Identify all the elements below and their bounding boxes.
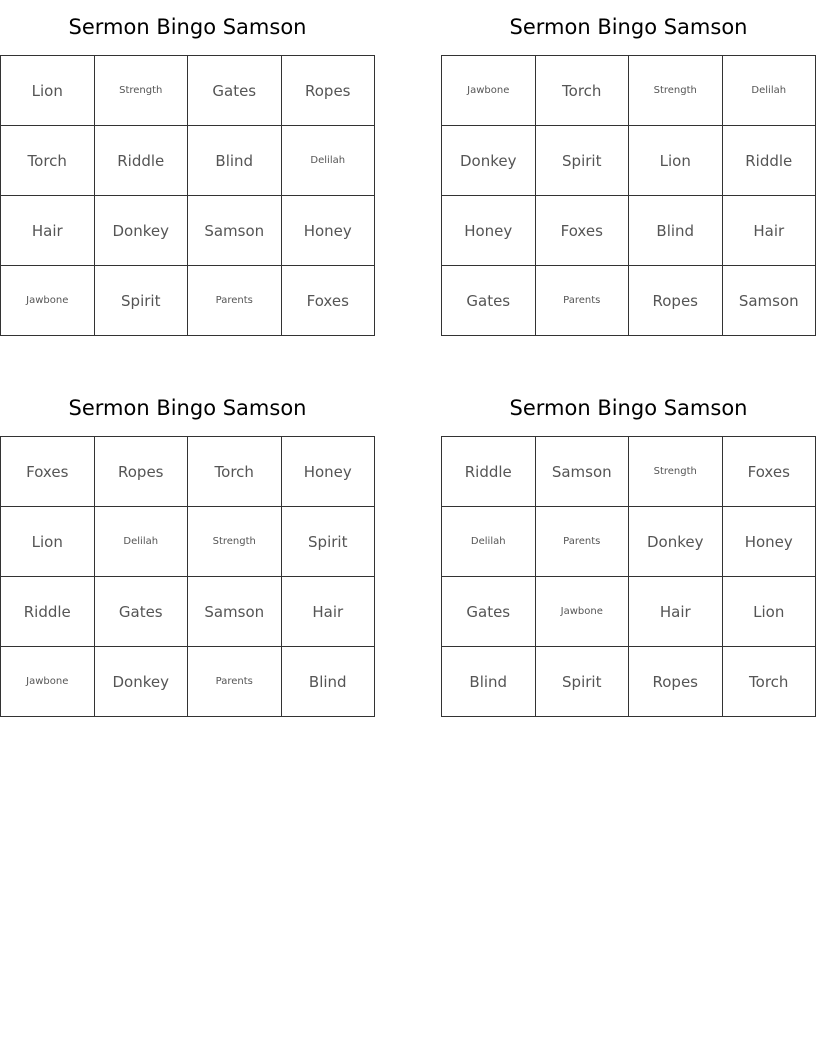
bingo-cell: Samson: [188, 196, 282, 266]
bingo-cell: Gates: [442, 577, 536, 647]
bingo-cell: Hair: [629, 577, 723, 647]
bingo-cell: Jawbone: [1, 266, 95, 336]
bingo-cell: Spirit: [282, 507, 376, 577]
bingo-cell: Honey: [282, 437, 376, 507]
bingo-cell: Parents: [188, 647, 282, 717]
bingo-cell: Jawbone: [536, 577, 630, 647]
bingo-cell: Foxes: [282, 266, 376, 336]
bingo-cell: Honey: [282, 196, 376, 266]
bingo-cell: Samson: [188, 577, 282, 647]
bingo-cell: Blind: [442, 647, 536, 717]
bingo-cell: Jawbone: [1, 647, 95, 717]
bingo-cell: Blind: [282, 647, 376, 717]
bingo-cell: Riddle: [1, 577, 95, 647]
bingo-cell: Delilah: [95, 507, 189, 577]
card-title: Sermon Bingo Samson: [509, 15, 748, 39]
bingo-grid: [0, 436, 375, 717]
bingo-cell: Ropes: [629, 647, 723, 717]
bingo-cell: Donkey: [629, 507, 723, 577]
bingo-cell: Ropes: [95, 437, 189, 507]
bingo-cell: Foxes: [723, 437, 816, 507]
bingo-cell: Blind: [629, 196, 723, 266]
bingo-cell: Parents: [188, 266, 282, 336]
bingo-cell: Foxes: [536, 196, 630, 266]
bingo-cell: Hair: [723, 196, 816, 266]
bingo-cell: Parents: [536, 507, 630, 577]
bingo-cell: Spirit: [536, 126, 630, 196]
bingo-cell: Donkey: [95, 647, 189, 717]
bingo-cell: Parents: [536, 266, 630, 336]
bingo-grid: [0, 55, 375, 336]
bingo-cell: Samson: [723, 266, 816, 336]
bingo-cell: Riddle: [442, 437, 536, 507]
bingo-cell: Lion: [1, 507, 95, 577]
bingo-cell: Lion: [629, 126, 723, 196]
bingo-cell: Honey: [442, 196, 536, 266]
bingo-cell: Delilah: [723, 56, 816, 126]
bingo-cell: Torch: [723, 647, 816, 717]
bingo-cell: Ropes: [282, 56, 376, 126]
bingo-cell: Gates: [188, 56, 282, 126]
bingo-cell: Honey: [723, 507, 816, 577]
card-title: Sermon Bingo Samson: [68, 15, 307, 39]
bingo-cell: Donkey: [95, 196, 189, 266]
bingo-cell: Donkey: [442, 126, 536, 196]
bingo-cell: Delilah: [282, 126, 376, 196]
bingo-cell: Spirit: [95, 266, 189, 336]
bingo-grid: [441, 436, 816, 717]
bingo-cell: Strength: [629, 56, 723, 126]
bingo-cell: Gates: [95, 577, 189, 647]
bingo-grid: [441, 55, 816, 336]
bingo-cell: Hair: [1, 196, 95, 266]
bingo-cell: Lion: [723, 577, 816, 647]
card-title: Sermon Bingo Samson: [68, 396, 307, 420]
bingo-cell: Strength: [188, 507, 282, 577]
bingo-cell: Riddle: [723, 126, 816, 196]
bingo-cell: Foxes: [1, 437, 95, 507]
card-title: Sermon Bingo Samson: [509, 396, 748, 420]
bingo-cell: Riddle: [95, 126, 189, 196]
bingo-cell: Strength: [95, 56, 189, 126]
bingo-cell: Hair: [282, 577, 376, 647]
bingo-cell: Jawbone: [442, 56, 536, 126]
bingo-cell: Samson: [536, 437, 630, 507]
bingo-cell: Torch: [1, 126, 95, 196]
bingo-cell: Strength: [629, 437, 723, 507]
bingo-cell: Lion: [1, 56, 95, 126]
bingo-cell: Gates: [442, 266, 536, 336]
bingo-cell: Torch: [188, 437, 282, 507]
bingo-cell: Delilah: [442, 507, 536, 577]
bingo-cell: Torch: [536, 56, 630, 126]
bingo-cell: Blind: [188, 126, 282, 196]
bingo-cell: Ropes: [629, 266, 723, 336]
bingo-cell: Spirit: [536, 647, 630, 717]
